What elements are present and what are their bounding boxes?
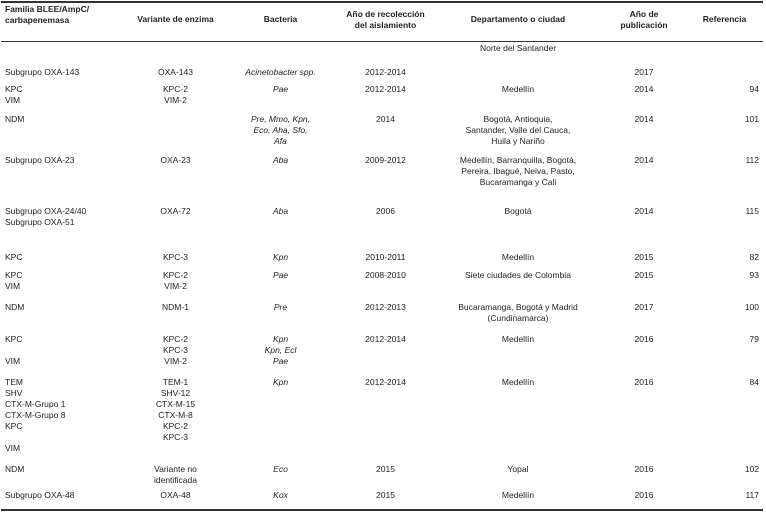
cell-line: Acinetobacter spp. — [245, 67, 316, 77]
cell-line: Medellín — [501, 252, 535, 262]
cell-line: 2015 — [634, 270, 654, 280]
cell-line — [5, 345, 123, 356]
cell-ano-publicacion — [604, 464, 684, 475]
cell-referencia — [690, 490, 759, 501]
cell-ano-publicacion — [604, 270, 684, 281]
cell-ano-recoleccion — [338, 252, 433, 263]
cell-line: Medellín, Barranquilla, Bogotá, — [459, 155, 577, 165]
cell-departamento — [438, 464, 598, 475]
cell-line: Variante no — [154, 464, 197, 474]
cell-line: 2014 — [634, 206, 654, 216]
table-top-rule — [1, 1, 763, 3]
cell-line: KPC — [5, 334, 23, 344]
cell-line: 2009-2012 — [365, 155, 406, 165]
cell-ano-recoleccion — [338, 270, 433, 281]
header-ano-recoleccion-line1: Año de recolección — [346, 9, 425, 19]
cell-line: KPC-3 — [162, 345, 189, 355]
cell-bacteria — [228, 302, 333, 313]
cell-line: VIM — [5, 356, 21, 366]
cell-line: KPC-2 — [162, 421, 189, 431]
cell-ano-recoleccion — [338, 84, 433, 95]
header-departamento: Departamento o ciudad — [470, 14, 566, 24]
cell-line: KPC-3 — [162, 432, 189, 442]
cell-ano-publicacion — [604, 67, 684, 78]
cell-referencia — [690, 84, 759, 95]
cell-line: 117 — [745, 490, 759, 500]
cell-line: CTX-M-8 — [158, 410, 193, 420]
cell-line: Subgrupo OXA-24/40 — [5, 206, 87, 216]
cell-line: CTX-M-Grupo 8 — [5, 410, 66, 420]
cell-line: 112 — [745, 155, 759, 165]
cell-departamento — [438, 114, 598, 147]
cell-line: 94 — [749, 84, 759, 94]
cell-ano-publicacion — [604, 252, 684, 263]
cell-line: 2014 — [376, 114, 395, 124]
cell-line: Subgrupo OXA-143 — [5, 67, 80, 77]
cell-variante — [128, 84, 223, 106]
cell-familia — [5, 67, 123, 78]
cell-line: 2016 — [634, 377, 654, 387]
cell-line: Kpn — [272, 377, 289, 387]
cell-ano-publicacion — [604, 206, 684, 217]
cell-line: NDM — [5, 464, 25, 474]
cell-familia — [5, 252, 123, 263]
cell-line: KPC — [5, 252, 23, 262]
cell-familia — [5, 334, 123, 367]
cell-line: Yopal — [507, 464, 529, 474]
cell-referencia — [690, 464, 759, 475]
cell-line: KPC-2 — [162, 270, 189, 280]
cell-ano-recoleccion — [338, 490, 433, 501]
cell-bacteria — [228, 464, 333, 475]
cell-referencia — [690, 155, 759, 166]
cell-line: KPC-3 — [162, 252, 189, 262]
cell-line: SHV-12 — [160, 388, 191, 398]
cell-variante — [128, 206, 223, 217]
cell-variante — [128, 377, 223, 443]
cell-line: NDM — [5, 114, 25, 124]
cell-departamento — [438, 155, 598, 188]
cell-line: 2006 — [376, 206, 395, 216]
cell-bacteria — [228, 252, 333, 263]
header-ano-recoleccion — [338, 9, 433, 31]
cell-line: Kox — [273, 490, 288, 500]
header-ano-recoleccion-line2: del aislamiento — [354, 20, 417, 30]
cell-line: KPC-2 — [162, 334, 189, 344]
cell-line: VIM — [5, 95, 21, 105]
cell-line: TEM-1 — [162, 377, 189, 387]
cell-line: 102 — [744, 464, 759, 474]
header-variante: Variante de enzima — [137, 14, 214, 24]
header-rule — [1, 41, 763, 42]
cell-referencia — [690, 334, 759, 345]
cell-line: KPC — [5, 270, 23, 280]
cell-line: VIM-2 — [164, 281, 187, 291]
cell-line: Medellín — [501, 334, 535, 344]
cell-line: KPC-2 — [162, 84, 189, 94]
cell-line: Santander, Valle del Cauca, — [465, 125, 571, 135]
cell-line: OXA-143 — [158, 67, 193, 77]
table-bottom-rule — [1, 509, 763, 511]
cell-line: 2014 — [634, 84, 654, 94]
cell-line: Subgrupo OXA-23 — [5, 155, 75, 165]
cell-variante — [128, 252, 223, 263]
cell-variante — [128, 464, 223, 486]
cell-line: Pae — [272, 84, 289, 94]
cell-bacteria — [228, 377, 333, 388]
cell-referencia — [690, 377, 759, 388]
cell-line: TEM — [5, 377, 23, 387]
header-familia-line1: Familia BLEE/AmpC/ — [5, 4, 90, 14]
cell-bacteria — [228, 155, 333, 166]
cell-line: VIM-2 — [164, 95, 187, 105]
cell-referencia — [690, 270, 759, 281]
cell-line: NDM — [5, 302, 25, 312]
cell-ano-publicacion — [604, 334, 684, 345]
cell-line: Aba — [272, 155, 289, 165]
cell-line: identificada — [153, 475, 197, 485]
header-familia — [5, 4, 123, 26]
cell-line: 2017 — [634, 67, 654, 77]
cell-line: 84 — [749, 377, 759, 387]
cell-referencia — [690, 114, 759, 125]
cell-variante — [128, 67, 223, 78]
cell-ano-recoleccion — [338, 464, 433, 475]
cell-line: Medellín — [501, 490, 535, 500]
cell-ano-recoleccion — [338, 377, 433, 388]
cell-line: Pae — [272, 270, 289, 280]
cell-line: (Cundinamarca) — [487, 313, 549, 323]
cell-line: VIM — [5, 443, 21, 453]
cell-line: 2016 — [634, 464, 654, 474]
cell-bacteria — [228, 270, 333, 281]
cell-line: 2012-2014 — [365, 334, 406, 344]
cell-variante — [128, 270, 223, 292]
cell-line: VIM — [5, 281, 21, 291]
cell-bacteria — [228, 67, 333, 78]
cell-line: 82 — [749, 252, 759, 262]
cell-line: 2015 — [376, 490, 395, 500]
cell-departamento — [438, 84, 598, 95]
cell-line: 2012-2014 — [365, 84, 406, 94]
header-bacteria: Bacteria — [263, 14, 298, 24]
cell-line: 2016 — [634, 490, 654, 500]
cell-variante — [128, 302, 223, 313]
cell-line: Eco, Aha, Sfo, — [253, 125, 308, 135]
cell-line: Kpn — [272, 252, 289, 262]
cell-line: 2008-2010 — [365, 270, 406, 280]
cell-line: Pereira, Ibagué, Neiva, Pasto, — [461, 166, 575, 176]
cell-line: NDM-1 — [162, 302, 189, 312]
cell-ano-publicacion — [604, 84, 684, 95]
cell-ano-recoleccion — [338, 114, 433, 125]
cell-bacteria — [228, 206, 333, 217]
cell-line: Pre, Mmo, Kpn, — [250, 114, 311, 124]
cell-ano-recoleccion — [338, 67, 433, 78]
cell-variante — [128, 155, 223, 166]
cell-line: Pae — [272, 356, 289, 366]
cell-variante — [128, 334, 223, 367]
cell-ano-recoleccion — [338, 206, 433, 217]
cell-familia — [5, 464, 123, 475]
cell-ano-recoleccion — [338, 155, 433, 166]
cell-line: 2015 — [634, 252, 654, 262]
cell-familia — [5, 206, 123, 228]
cell-line: 2015 — [376, 464, 395, 474]
cell-departamento — [438, 377, 598, 388]
cell-line: Subgrupo OXA-51 — [5, 217, 75, 227]
header-ano-publicacion — [604, 9, 684, 31]
header-familia-line2: carbapenemasa — [5, 15, 70, 25]
cell-line: OXA-23 — [160, 155, 191, 165]
cell-referencia — [690, 206, 759, 217]
cell-line: VIM-2 — [164, 356, 187, 366]
cell-line: Eco — [273, 464, 288, 474]
cell-ano-publicacion — [604, 490, 684, 501]
cell-ano-publicacion — [604, 302, 684, 313]
cell-variante — [128, 490, 223, 501]
cell-departamento — [438, 302, 598, 324]
cell-line: Norte del Santander — [479, 43, 557, 53]
cell-line: Huila y Nariño — [491, 136, 545, 146]
cell-line: Kpn — [272, 334, 289, 344]
cell-line: OXA-48 — [160, 490, 191, 500]
cell-familia — [5, 490, 123, 501]
cell-line: 115 — [745, 206, 759, 216]
cell-departamento — [438, 252, 598, 263]
cell-line: Aba — [272, 206, 289, 216]
cell-line: KPC — [5, 421, 23, 431]
cell-bacteria — [228, 84, 333, 95]
cell-departamento — [438, 43, 598, 54]
cell-departamento — [438, 206, 598, 217]
cell-referencia — [690, 302, 759, 313]
cell-ano-publicacion — [604, 377, 684, 388]
cell-familia — [5, 270, 123, 292]
cell-line: 2014 — [634, 114, 654, 124]
cell-line: Pre — [273, 302, 288, 312]
cell-line — [5, 432, 123, 443]
cell-departamento — [438, 270, 598, 281]
cell-line: CTX-M-15 — [155, 399, 196, 409]
cell-ano-publicacion — [604, 114, 684, 125]
cell-ano-recoleccion — [338, 302, 433, 313]
cell-line: Bucaramanga, Bogotá y Madrid — [458, 302, 578, 312]
cell-line: KPC — [5, 84, 23, 94]
cell-line: Bogotá — [504, 206, 532, 216]
cell-referencia — [690, 252, 759, 263]
cell-bacteria — [228, 114, 333, 147]
cell-ano-publicacion — [604, 155, 684, 166]
cell-line: 79 — [749, 334, 759, 344]
cell-line: Bucaramanga y Cali — [479, 177, 557, 187]
cell-line: Siete ciudades de Colombia — [465, 270, 571, 280]
cell-line: 2014 — [634, 155, 654, 165]
cell-line: 2016 — [634, 334, 654, 344]
cell-departamento — [438, 490, 598, 501]
cell-departamento — [438, 334, 598, 345]
cell-familia — [5, 114, 123, 125]
cell-line: 2012-2014 — [365, 377, 406, 387]
cell-bacteria — [228, 490, 333, 501]
cell-line: Kpn, Ecl — [264, 345, 297, 355]
cell-line: 2012-2014 — [365, 67, 406, 77]
cell-line: Subgrupo OXA-48 — [5, 490, 75, 500]
cell-line: OXA-72 — [160, 206, 191, 216]
cell-ano-recoleccion — [338, 334, 433, 345]
cell-familia — [5, 302, 123, 313]
cell-line: 93 — [749, 270, 759, 280]
cell-familia — [5, 155, 123, 166]
cell-line: Medellín — [501, 84, 535, 94]
cell-line: 2010-2011 — [365, 252, 406, 262]
header-referencia: Referencia — [702, 14, 747, 24]
cell-bacteria — [228, 334, 333, 367]
cell-line: 2012-2013 — [365, 302, 406, 312]
cell-line: 101 — [744, 114, 759, 124]
cell-line: SHV — [5, 388, 23, 398]
cell-line: 100 — [744, 302, 759, 312]
cell-line: Afa — [274, 136, 287, 146]
cell-familia — [5, 84, 123, 106]
cell-familia — [5, 377, 123, 454]
cell-line: 2017 — [634, 302, 654, 312]
header-ano-publicacion-line1: Año de — [629, 9, 659, 19]
header-ano-publicacion-line2: publicación — [620, 20, 668, 30]
cell-line: CTX-M-Grupo 1 — [5, 399, 66, 409]
cell-line: Bogotá, Antioquia, — [483, 114, 553, 124]
cell-line: Medellín — [501, 377, 535, 387]
